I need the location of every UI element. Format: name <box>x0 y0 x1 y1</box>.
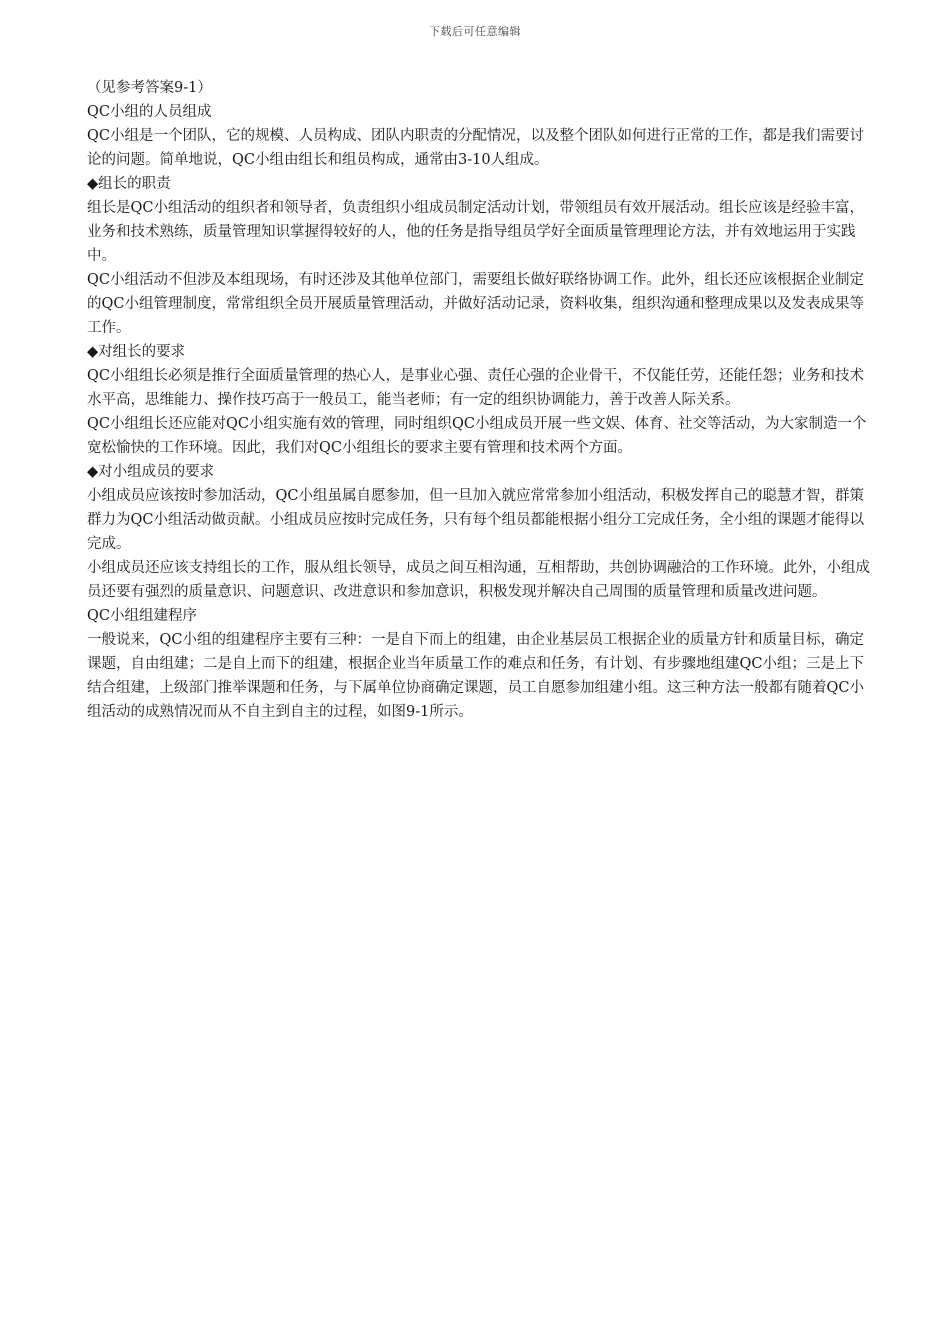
section-title-formation: QC小组组建程序 <box>87 608 197 624</box>
paragraph-member-req-2: 小组成员还应该支持组长的工作，服从组长领导，成员之间互相沟通，互相帮助，共创协调融洽的工作环境。此外，小组成员还要有强烈的质量意识、问题意识、改进意识和参加意识，积极发现并解决自己周围的质量管理和质量改进问题。 <box>87 560 870 600</box>
paragraph-member-req-1: 小组成员应该按时参加活动，QC小组虽属自愿参加，但一旦加入就应常常参加小组活动，积极发挥自己的聪慧才智，群策群力为QC小组活动做贡献。小组成员应按时完成任务，只有每个组员都能根据小组分工完成任务，全小组的课题才能得以完成。 <box>87 488 864 552</box>
section-title-member-req: ◆对小组成员的要求 <box>87 464 215 480</box>
paragraph-leader-duty-2: QC小组活动不但涉及本组现场，有时还涉及其他单位部门，需要组长做好联络协调工作。此外，组长还应该根据企业制定的QC小组管理制度，常常组织全员开展质量管理活动，并做好活动记录，资料收集，组织沟通和整理成果以及发表成果等工作。 <box>87 272 864 336</box>
paragraph-leader-duty-1: 组长是QC小组活动的组织者和领导者，负责组织小组成员制定活动计划，带领组员有效开展活动。组长应该是经验丰富，业务和技术熟练，质量管理知识掌握得较好的人，他的任务是指导组员学好全面质量管理理论方法，并有效地运用于实践中。 <box>87 200 864 264</box>
section-title-members: QC小组的人员组成 <box>87 104 212 120</box>
paragraph-formation-1: 一般说来，QC小组的组建程序主要有三种：一是自下而上的组建，由企业基层员工根据企业的质量方针和质量目标，确定课题，自由组建；二是自上而下的组建，根据企业当年质量工作的难点和任务，有计划、有步骤地组建QC小组；三是上下结合组建，上级部门推举课题和任务，与下属单位协商确定课题，员工自愿参加组建小组。这三种方法一般都有随着QC小组活动的成熟情况而从不自主到自主的过程，如图9-1所示。 <box>87 632 864 720</box>
section-title-leader-req: ◆对组长的要求 <box>87 344 186 360</box>
paragraph-leader-req-1: QC小组组长必须是推行全面质量管理的热心人，是事业心强、责任心强的企业骨干，不仅能任劳，还能任怨；业务和技术水平高，思维能力、操作技巧高于一般员工，能当老师；有一定的组织协调能力，善于改善人际关系。 <box>87 368 864 408</box>
document-body <box>87 76 877 724</box>
section-title-leader-duty: ◆组长的职责 <box>87 176 171 192</box>
page-header: 下载后可任意编辑 <box>429 25 521 38</box>
paragraph-leader-req-2: QC小组组长还应能对QC小组实施有效的管理，同时组织QC小组成员开展一些文娱、体育、社交等活动，为大家制造一个宽松愉快的工作环境。因此，我们对QC小组组长的要求主要有管理和技术两个方面。 <box>87 416 867 456</box>
paragraph-members-intro: QC小组是一个团队，它的规模、人员构成、团队内职责的分配情况，以及整个团队如何进行正常的工作，都是我们需要讨论的问题。简单地说，QC小组由组长和组员构成，通常由3-10人组成。 <box>87 128 864 168</box>
reference-note: （见参考答案9-1） <box>87 80 212 96</box>
